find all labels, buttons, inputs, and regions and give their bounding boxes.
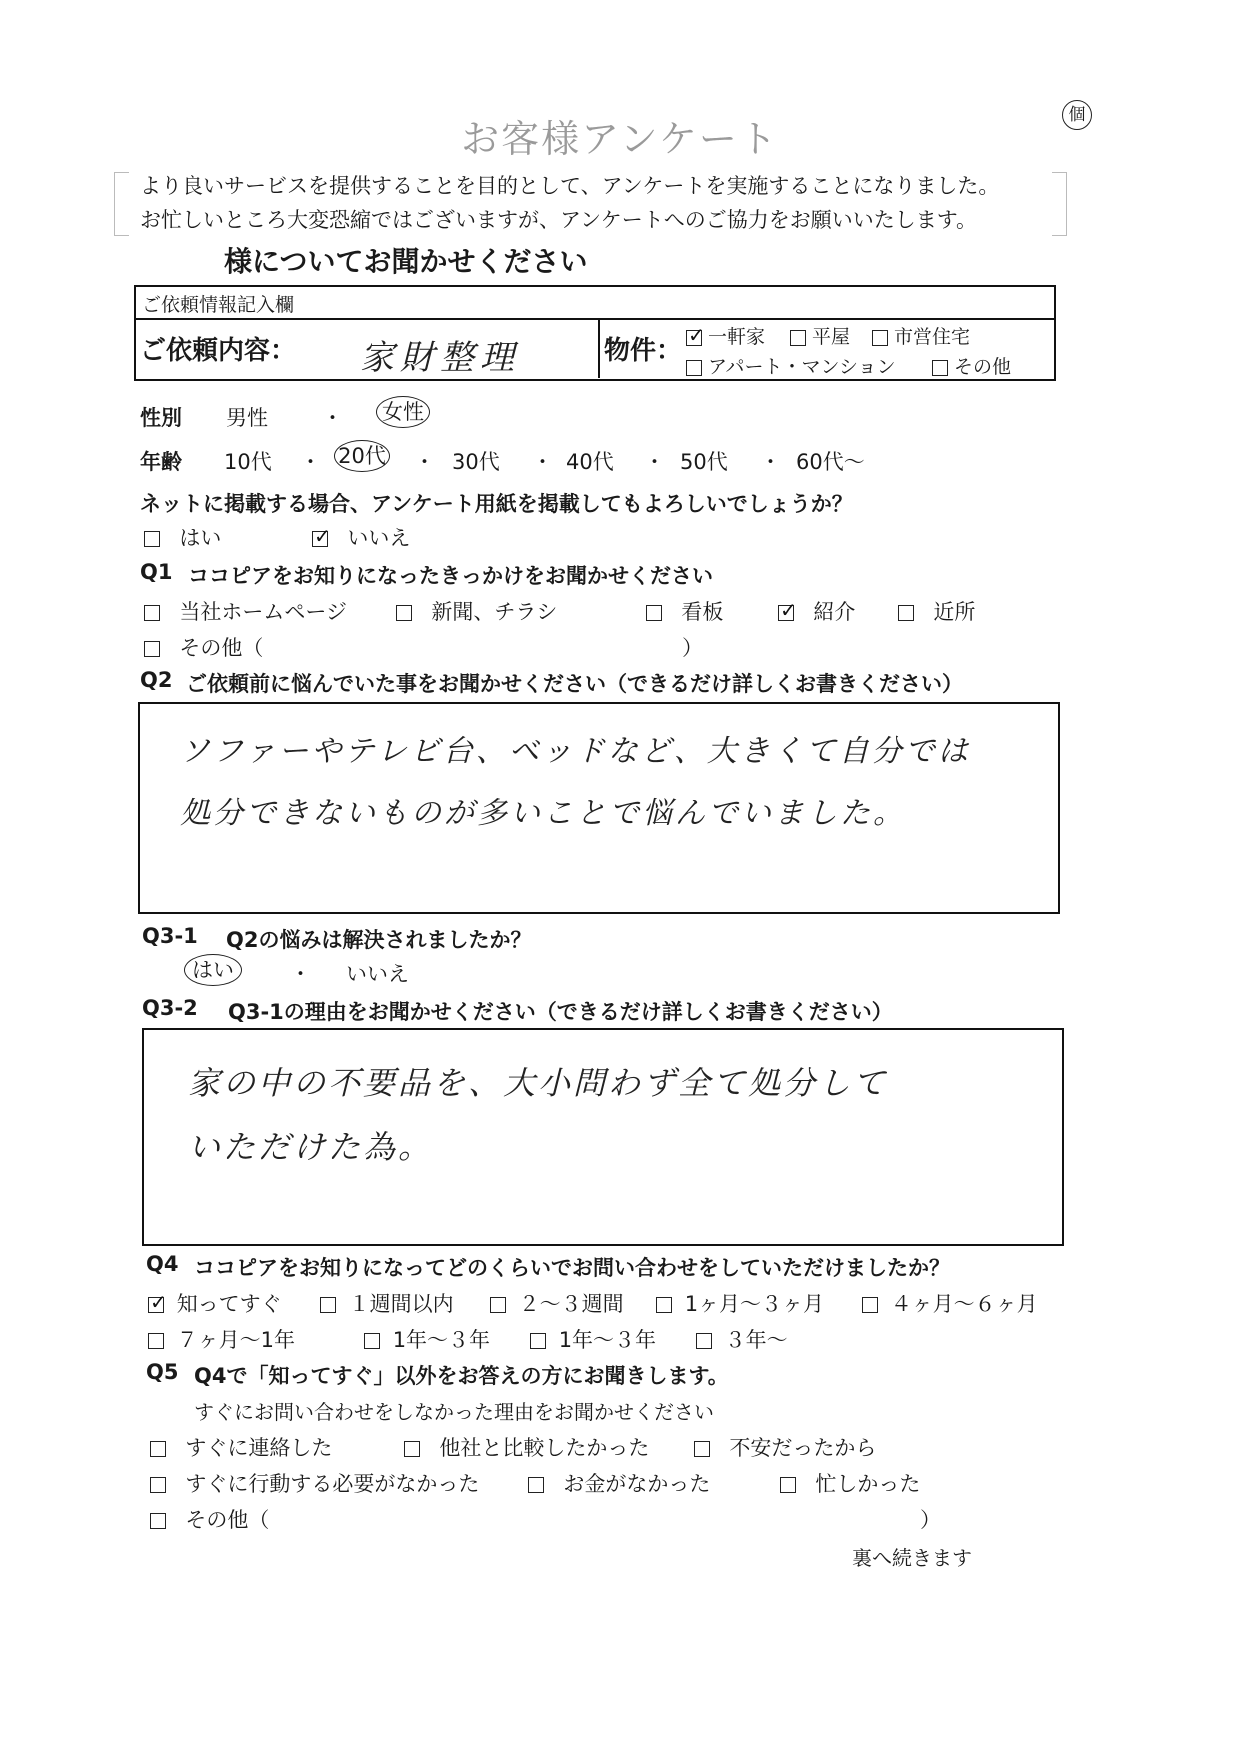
property-label: 物件：: [604, 336, 683, 366]
q5-number: Q5: [146, 1360, 179, 1384]
request-box-divider: [134, 318, 1054, 320]
q5-option-compare[interactable]: 他社と比較したかった: [404, 1432, 649, 1462]
intro-bracket-left: [114, 172, 129, 236]
q5-option-contacted-immediately[interactable]: すぐに連絡した: [150, 1432, 332, 1462]
checkbox[interactable]: [862, 1297, 878, 1313]
checkbox-checked[interactable]: [686, 330, 702, 346]
q4-option-1-3-months[interactable]: 1ヶ月〜３ヶ月: [656, 1288, 824, 1318]
checkbox[interactable]: [144, 641, 160, 657]
q1-other-close: ）: [682, 636, 703, 660]
q2-text: ご依頼前に悩んでいた事をお聞かせください（できるだけ詳しくお書きください）: [186, 672, 963, 696]
checkbox[interactable]: [150, 1441, 166, 1457]
property-option-one-story[interactable]: 平屋: [790, 322, 850, 349]
q5-option-no-need[interactable]: すぐに行動する必要がなかった: [150, 1468, 479, 1498]
q4-text: ココピアをお知りになってどのくらいでお問い合わせをしていただけましたか？: [194, 1256, 950, 1280]
checkbox[interactable]: [790, 330, 806, 346]
net-question: ネットに掲載する場合、アンケート用紙を掲載してもよろしいでしょうか？: [140, 492, 853, 516]
intro-bracket-right: [1052, 172, 1067, 236]
individual-badge: 個: [1062, 100, 1092, 130]
q2-answer-line-1: ソファーやテレビ台、ベッドなど、大きくて自分では: [180, 734, 971, 769]
q4-option-7-months-1-year[interactable]: ７ヶ月〜1年: [148, 1324, 295, 1354]
checkbox[interactable]: [530, 1333, 546, 1349]
q31-option-no[interactable]: いいえ: [346, 962, 409, 986]
checkbox[interactable]: [404, 1441, 420, 1457]
age-separator: ・: [760, 450, 781, 474]
q5-option-no-money[interactable]: お金がなかった: [528, 1468, 710, 1498]
gender-separator: ・: [322, 406, 343, 430]
q4-option-1-3-years-b[interactable]: 1年〜３年: [530, 1324, 656, 1354]
checkbox-checked[interactable]: [148, 1297, 164, 1313]
gender-option-female[interactable]: 女性: [376, 396, 430, 428]
checkbox[interactable]: [696, 1333, 712, 1349]
q1-option-neighborhood[interactable]: 近所: [898, 596, 975, 626]
checkbox[interactable]: [364, 1333, 380, 1349]
age-option-40s[interactable]: 40代: [566, 450, 614, 474]
q31-number: Q3-1: [142, 924, 198, 948]
gender-option-male[interactable]: 男性: [226, 406, 268, 430]
q5-option-anxious[interactable]: 不安だったから: [694, 1432, 876, 1462]
request-content-value: 家財整理: [360, 338, 520, 378]
intro-line-2: お忙しいところ大変恐縮ではございますが、アンケートへのご協力をお願いいたします。: [140, 208, 978, 232]
q1-text: ココピアをお知りになったきっかけをお聞かせください: [188, 564, 713, 588]
q1-option-signboard[interactable]: 看板: [646, 596, 723, 626]
net-option-yes[interactable]: はい: [144, 522, 221, 552]
q32-answer-line-1: 家の中の不要品を、大小問わず全て処分して: [188, 1064, 889, 1102]
q5-subtext: すぐにお問い合わせをしなかった理由をお聞かせください: [194, 1400, 714, 1424]
checkbox[interactable]: [490, 1297, 506, 1313]
q32-answer-line-2: いただけた為。: [188, 1128, 434, 1166]
checkbox[interactable]: [898, 605, 914, 621]
survey-title: お客様アンケート: [461, 117, 779, 161]
request-box-col-divider: [598, 318, 600, 378]
age-option-30s[interactable]: 30代: [452, 450, 500, 474]
intro-line-1: より良いサービスを提供することを目的として、アンケートを実施することになりました。: [140, 174, 1000, 198]
age-separator: ・: [414, 450, 435, 474]
q4-option-immediately[interactable]: ✓ 知ってすぐ: [148, 1288, 282, 1318]
age-option-10s[interactable]: 10代: [224, 450, 272, 474]
checkbox[interactable]: [144, 605, 160, 621]
q31-text: Q2の悩みは解決されましたか？: [226, 928, 532, 952]
q2-number: Q2: [140, 668, 173, 692]
q5-option-other[interactable]: その他（: [150, 1504, 269, 1534]
checkbox[interactable]: [646, 605, 662, 621]
q5-other-close: ）: [920, 1508, 941, 1532]
q31-option-yes[interactable]: はい: [184, 954, 242, 986]
q5-option-busy[interactable]: 忙しかった: [780, 1468, 920, 1498]
request-content-label: ご依頼内容：: [140, 336, 297, 366]
q32-text: Q3-1の理由をお聞かせください（できるだけ詳しくお書きください）: [228, 1000, 893, 1024]
age-label: 年齢: [140, 450, 182, 474]
q32-number: Q3-2: [142, 996, 198, 1020]
age-separator: ・: [644, 450, 665, 474]
request-box-caption: ご依頼情報記入欄: [142, 294, 295, 316]
checkbox[interactable]: [144, 531, 160, 547]
checkbox[interactable]: [148, 1333, 164, 1349]
q1-option-homepage[interactable]: 当社ホームページ: [144, 596, 347, 626]
q4-option-4-6-months[interactable]: ４ヶ月〜６ヶ月: [862, 1288, 1038, 1318]
age-separator: ・: [300, 450, 321, 474]
checkbox[interactable]: [780, 1477, 796, 1493]
checkbox[interactable]: [320, 1297, 336, 1313]
continued-on-back: 裏へ続きます: [852, 1546, 972, 1570]
age-option-60s-plus[interactable]: 60代〜: [796, 450, 865, 474]
section-heading: 様についてお聞かせください: [224, 245, 588, 278]
checkbox[interactable]: [150, 1477, 166, 1493]
q4-option-within-1-week[interactable]: １週間以内: [320, 1288, 454, 1318]
age-separator: ・: [532, 450, 553, 474]
q4-number: Q4: [146, 1252, 179, 1276]
checkbox[interactable]: [686, 360, 702, 376]
checkbox-checked[interactable]: [312, 531, 328, 547]
property-option-other[interactable]: その他: [932, 352, 1011, 379]
checkbox[interactable]: [656, 1297, 672, 1313]
checkbox[interactable]: [694, 1441, 710, 1457]
gender-label: 性別: [140, 406, 182, 430]
property-option-detached[interactable]: ✓ 一軒家: [686, 322, 765, 349]
checkbox[interactable]: [528, 1477, 544, 1493]
q1-option-referral[interactable]: ✓ 紹介: [778, 596, 855, 626]
age-option-50s[interactable]: 50代: [680, 450, 728, 474]
q1-number: Q1: [140, 560, 173, 584]
checkbox[interactable]: [396, 605, 412, 621]
q2-answer-line-2: 処分できないものが多いことで悩んでいました。: [180, 796, 906, 831]
q1-option-other[interactable]: その他（: [144, 632, 263, 662]
q1-option-newspaper[interactable]: 新聞、チラシ: [396, 596, 557, 626]
q4-option-2-3-weeks[interactable]: ２〜３週間: [490, 1288, 624, 1318]
net-option-no[interactable]: ✓ いいえ: [312, 522, 410, 552]
property-option-apartment[interactable]: アパート・マンション: [686, 352, 896, 379]
checkbox[interactable]: [932, 360, 948, 376]
checkbox[interactable]: [872, 330, 888, 346]
property-option-municipal[interactable]: 市営住宅: [872, 322, 970, 349]
checkbox[interactable]: [150, 1513, 166, 1529]
q4-option-1-3-years-a[interactable]: 1年〜３年: [364, 1324, 490, 1354]
q31-separator: ・: [290, 962, 311, 986]
age-option-20s[interactable]: 20代: [334, 440, 390, 472]
q4-option-3-years-plus[interactable]: ３年〜: [696, 1324, 788, 1354]
q5-text: Q4で「知ってすぐ」以外をお答えの方にお聞きします。: [194, 1364, 729, 1388]
checkbox-checked[interactable]: [778, 605, 794, 621]
